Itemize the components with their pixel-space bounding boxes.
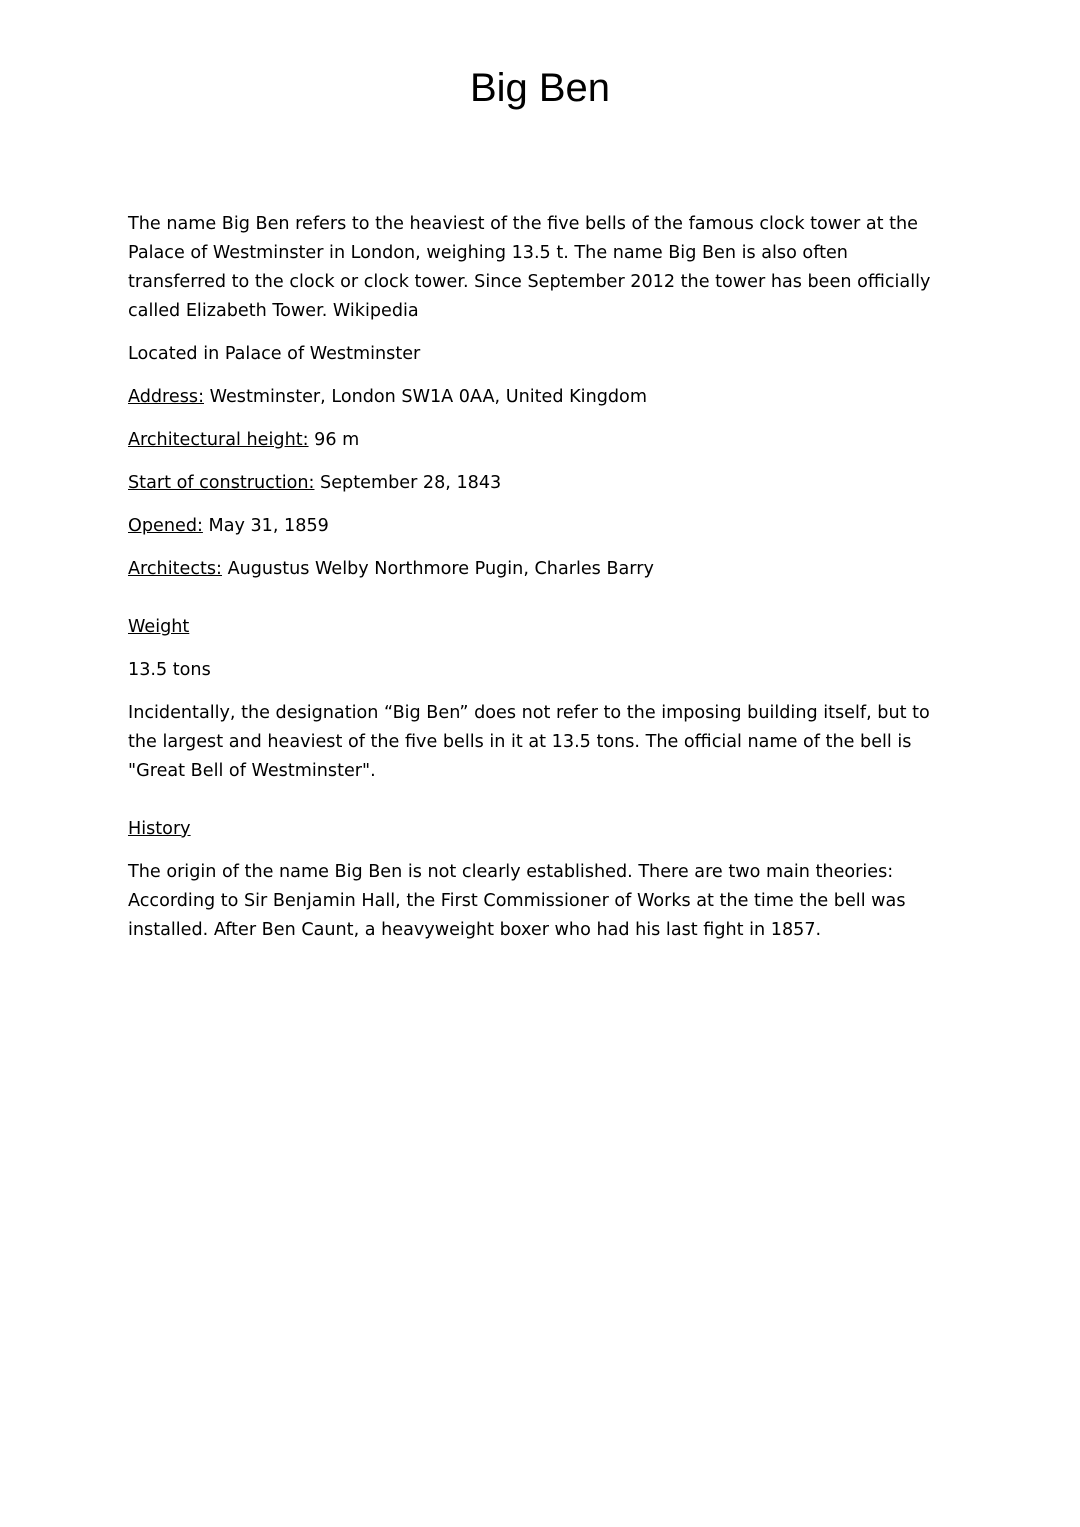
fact-value: May 31, 1859 — [202, 516, 329, 536]
fact-value: 96 m — [308, 430, 360, 450]
fact-label: Opened: — [128, 516, 203, 536]
history-heading: History — [128, 819, 191, 839]
fact-label: Address: — [128, 387, 204, 407]
fact-height — [128, 426, 948, 455]
fact-architects — [128, 555, 948, 584]
weight-value: 13.5 tons — [128, 660, 211, 680]
fact-value: Augustus Welby Northmore Pugin, Charles Barry — [221, 559, 654, 579]
page-title: Big Ben — [469, 66, 611, 110]
fact-value: Westminster, London SW1A 0AA, United Kingdom — [204, 387, 647, 407]
fact-label: Architects: — [128, 559, 222, 579]
weight-paragraph: Incidentally, the designation “Big Ben” does not refer to the imposing building itself, but to the largest and heaviest of the five bells in it at 13.5 tons. The official name of the bell is "Great Bell of Westminster". — [128, 703, 930, 781]
history-paragraph: The origin of the name Big Ben is not clearly established. There are two main theories: According to Sir Benjamin Hall, the First Commissioner of Works at the time the bell was installed. After Ben Caunt, a heavyweight boxer who had his last fight in 1857. — [128, 862, 906, 940]
document-body — [128, 210, 948, 945]
located-line: Located in Palace of Westminster — [128, 344, 421, 364]
fact-label: Start of construction: — [128, 473, 315, 493]
weight-heading: Weight — [128, 617, 190, 637]
fact-construction — [128, 469, 948, 498]
fact-address — [128, 383, 948, 412]
intro-paragraph: The name Big Ben refers to the heaviest of the five bells of the famous clock tower at the Palace of Westminster in London, weighing 13.5 t. The name Big Ben is also often transferred to the clock or clock tower. Since September 2012 the tower has been officially called Elizabeth Tower. Wikipedia — [128, 214, 931, 321]
fact-value: September 28, 1843 — [314, 473, 502, 493]
fact-opened — [128, 512, 948, 541]
fact-label: Architectural height: — [128, 430, 309, 450]
